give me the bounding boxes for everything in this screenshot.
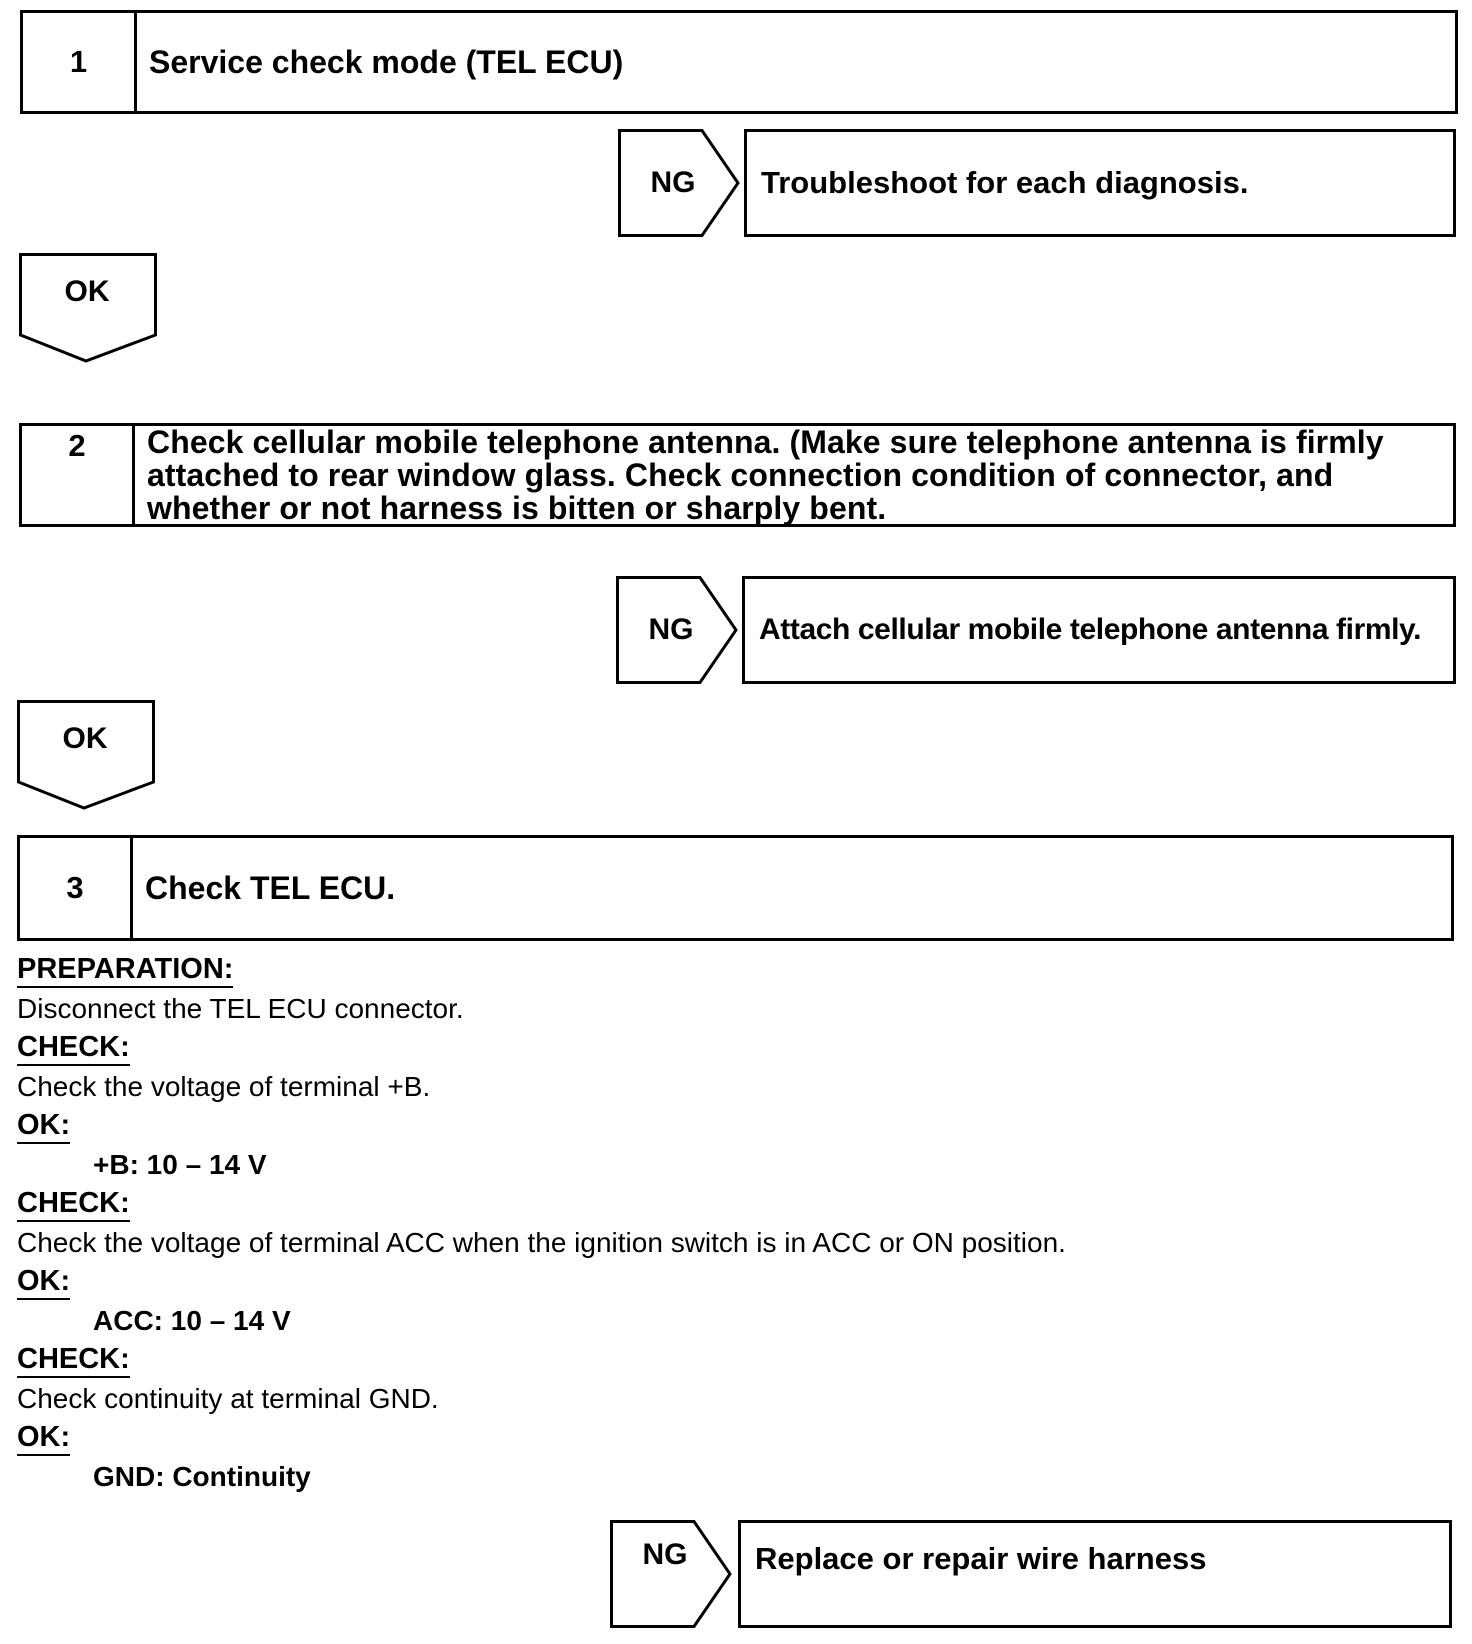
- ok-label-1: OK: [64, 275, 110, 308]
- ng-result-3: Replace or repair wire harness: [738, 1520, 1452, 1628]
- check-heading-2: CHECK:: [17, 1184, 1457, 1223]
- ng-result-2: Attach cellular mobile telephone antenna firmly.: [742, 576, 1456, 684]
- step-3-details: [17, 950, 1457, 1496]
- check-heading-3: CHECK:: [17, 1340, 1457, 1379]
- preparation-heading: PREPARATION:: [17, 950, 1457, 989]
- check-heading-1: CHECK:: [17, 1028, 1457, 1067]
- step-3-box: [17, 835, 1454, 941]
- ng-label-3: NG: [642, 1538, 688, 1571]
- ng-arrow-3: [610, 1520, 732, 1628]
- ok-heading-2: OK:: [17, 1262, 1457, 1301]
- step-2-number: 2: [22, 426, 135, 524]
- ok-arrow-1: [19, 253, 157, 363]
- ng-arrow-1: [618, 129, 740, 237]
- ok-heading-3: OK:: [17, 1418, 1457, 1457]
- step-2-title: Check cellular mobile telephone antenna. (Make sure telephone antenna is firmly attached to rear window glass. Check connection condition of connector, and whether or not harness is bitten or sharply bent.: [147, 424, 1384, 526]
- preparation-text: Disconnect the TEL ECU connector.: [17, 993, 464, 1024]
- check-text-1: Check the voltage of terminal +B.: [17, 1071, 431, 1102]
- ng-label-2: NG: [648, 613, 694, 646]
- ok-arrow-2: [17, 700, 155, 810]
- check-text-3: Check continuity at terminal GND.: [17, 1383, 439, 1414]
- ng-result-1: Troubleshoot for each diagnosis.: [744, 129, 1456, 237]
- ok-spec-3: GND: Continuity: [93, 1461, 311, 1492]
- ok-heading-1: OK:: [17, 1106, 1457, 1145]
- step-1-title: Service check mode (TEL ECU): [149, 43, 624, 80]
- step-2-box: [19, 423, 1456, 527]
- ok-label-2: OK: [62, 722, 108, 755]
- step-3-title: Check TEL ECU.: [145, 869, 396, 906]
- ok-spec-1: +B: 10 – 14 V: [93, 1149, 267, 1180]
- ok-spec-2: ACC: 10 – 14 V: [93, 1305, 291, 1336]
- check-text-2: Check the voltage of terminal ACC when the ignition switch is in ACC or ON position.: [17, 1227, 1066, 1258]
- ng-label-1: NG: [650, 166, 696, 199]
- step-1-number: 1: [23, 13, 137, 111]
- ng-arrow-2: [616, 576, 738, 684]
- step-1-box: [20, 10, 1458, 114]
- step-3-number: 3: [20, 838, 133, 938]
